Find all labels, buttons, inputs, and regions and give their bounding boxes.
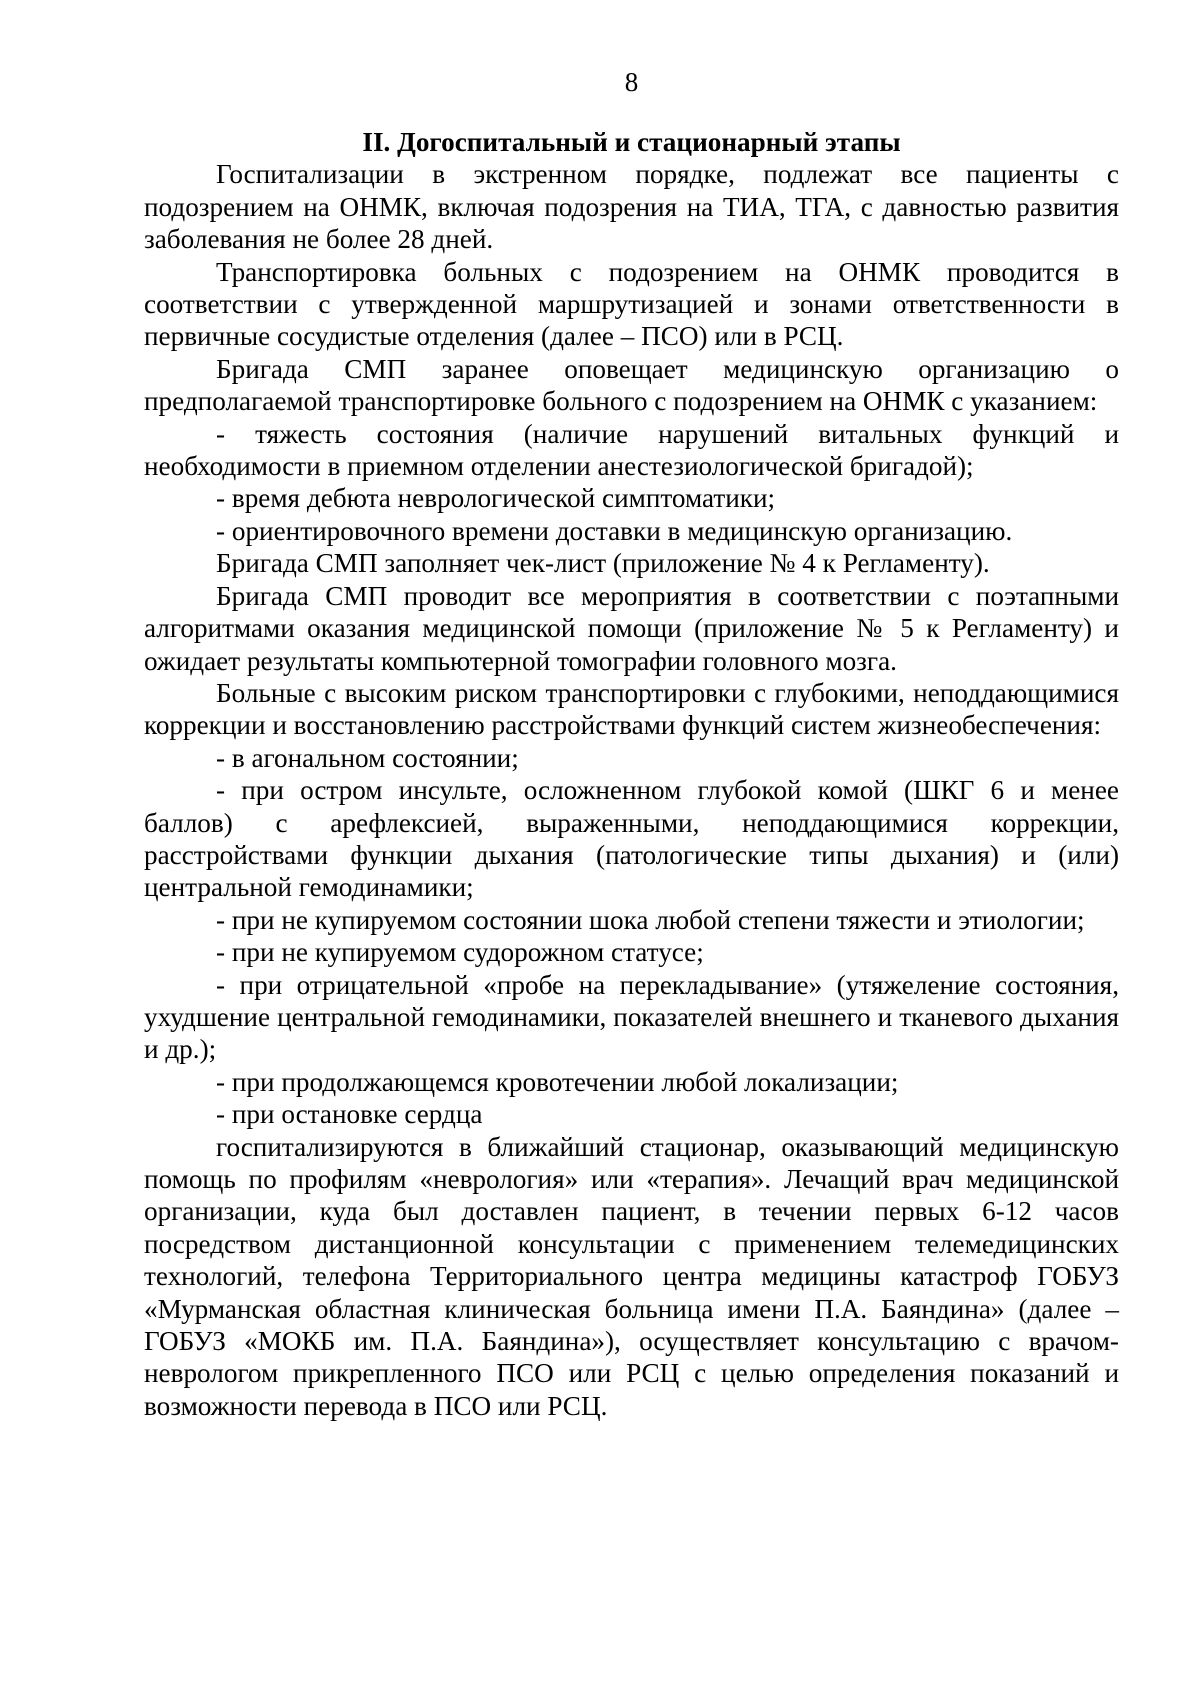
paragraph-measures: Бригада СМП проводит все мероприятия в соответствии с поэтапными алгоритмами оказания медицинской помощи (приложение № 5 к Регламенту) и ожидает результаты компьютерной томографии головного мозга.: [144, 580, 1119, 676]
section-heading: II. Догоспитальный и стационарный этапы: [362, 127, 901, 157]
list-item-shock: - при не купируемом состоянии шока любой степени тяжести и этиологии;: [216, 904, 1085, 935]
page-number: 8: [624, 67, 639, 97]
paragraph-notification: Бригада СМП заранее оповещает медицинскую организацию о предполагаемой транспортировке больного с подозрением на ОНМК с указанием:: [144, 353, 1119, 417]
paragraph-hospitalized: госпитализируются в ближайший стационар, оказывающий медицинскую помощь по профилям «неврология» или «терапия». Лечащий врач медицинской организации, куда был доставлен пациент, в течении первых 6-12 часов посредством дистанционной консультации с применением телемедицинских технологий, телефона Территориального центра медицины катастроф ГОБУЗ «Мурманская областная клиническая больница имени П.А. Баяндина» (далее – ГОБУЗ «МОКБ им. П.А. Баяндина»), осуществляет консультацию с врачом-неврологом прикрепленного ПСО или РСЦ с целью определения показаний и возможности перевода в ПСО или РСЦ.: [144, 1131, 1119, 1421]
document-body: [144, 126, 1119, 1422]
paragraph-high-risk: Больные с высоким риском транспортировки с глубокими, неподдающимися коррекции и восстановлению расстройствами функций систем жизнеобеспечения:: [144, 677, 1119, 741]
paragraph-hospitalization: Госпитализации в экстренном порядке, подлежат все пациенты с подозрением на ОНМК, включая подозрения на ТИА, ТГА, с давностью развития заболевания не более 28 дней.: [144, 159, 1119, 255]
list-item-seizure: - при не купируемом судорожном статусе;: [216, 937, 704, 968]
list-item-cardiac-arrest: - при остановке сердца: [216, 1099, 483, 1130]
list-item-stroke-coma: - при остром инсульте, осложненном глубокой комой (ШКГ 6 и менее баллов) с арефлексией, выраженными, неподдающимися коррекции, расстройствами функции дыхания (патологические типы дыхания) и (или) центральной гемодинамики;: [144, 775, 1119, 903]
paragraph-checklist: Бригада СМП заполняет чек-лист (приложение № 4 к Регламенту).: [216, 548, 990, 579]
list-item-severity: - тяжесть состояния (наличие нарушений витальных функций и необходимости в приемном отделении анестезиологической бригадой);: [144, 418, 1119, 482]
paragraph-transportation: Транспортировка больных с подозрением на ОНМК проводится в соответствии с утвержденной маршрутизацией и зонами ответственности в первичные сосудистые отделения (далее – ПСО) или в РСЦ.: [144, 256, 1119, 352]
list-item-onset-time: - время дебюта неврологической симптоматики;: [216, 483, 776, 514]
list-item-transfer-test: - при отрицательной «пробе на перекладывание» (утяжеление состояния, ухудшение центральной гемодинамики, показателей внешнего и тканевого дыхания и др.);: [144, 969, 1119, 1065]
list-item-delivery-time: - ориентировочного времени доставки в медицинскую организацию.: [216, 515, 1013, 546]
list-item-agonal: - в агональном состоянии;: [216, 742, 519, 773]
list-item-bleeding: - при продолжающемся кровотечении любой локализации;: [216, 1066, 899, 1097]
